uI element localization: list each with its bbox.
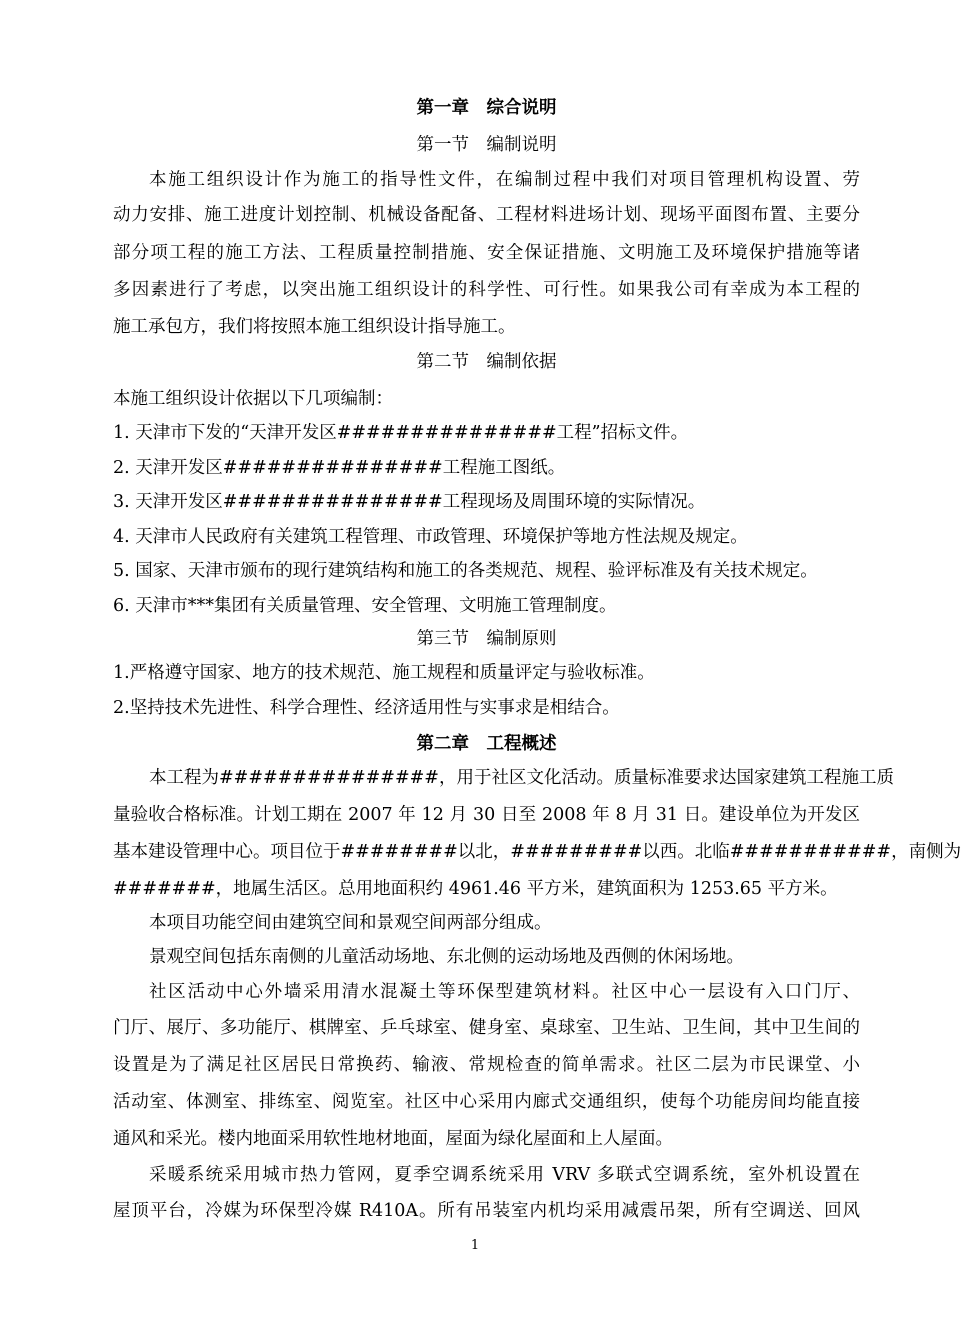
list-item: 1.严格遵守国家、地方的技术规范、施工规程和质量评定与验收标准。 [113, 663, 655, 683]
paragraph-line: 采暖系统采用城市热力管网，夏季空调系统采用 VRV 多联式空调系统，室外机设置在 [149, 1165, 860, 1185]
paragraph-line: 本项目功能空间由建筑空间和景观空间两部分组成。 [149, 913, 552, 933]
paragraph-line: 部分项工程的施工方法、工程质量控制措施、安全保证措施、文明施工及环境保护措施等诸 [113, 243, 860, 263]
paragraph-line: 设置是为了满足社区居民日常换药、输液、常规检查的简单需求。社区二层为市民课堂、小 [113, 1055, 860, 1075]
section-3-title: 第三节 编制原则 [416, 629, 557, 649]
chapter-1-title: 第一章 综合说明 [416, 98, 557, 118]
paragraph-line: 量验收合格标准。计划工期在 2007 年 12 月 30 日至 2008 年 8 月 31 日。建设单位为开发区 [113, 805, 860, 825]
list-item: 4. 天津市人民政府有关建筑工程管理、市政管理、环境保护等地方性法规及规定。 [113, 527, 748, 547]
paragraph-line: #######，地属生活区。总用地面积约 4961.46 平方米，建筑面积为 1253.65 平方米。 [113, 879, 838, 899]
paragraph-line: 景观空间包括东南侧的儿童活动场地、东北侧的运动场地及西侧的休闲场地。 [149, 947, 744, 967]
list-item: 3. 天津开发区###############工程现场及周围环境的实际情况。 [113, 492, 706, 512]
paragraph-line: 活动室、体测室、排练室、阅览室。社区中心采用内廊式交通组织，使每个功能房间均能直接 [113, 1092, 860, 1112]
paragraph-line: 门厅、展厅、多功能厅、棋牌室、乒乓球室、健身室、桌球室、卫生站、卫生间，其中卫生间的 [113, 1018, 860, 1038]
paragraph-line: 本施工组织设计作为施工的指导性文件，在编制过程中我们对项目管理机构设置、劳 [149, 170, 860, 190]
section-2-title: 第二节 编制依据 [416, 352, 557, 372]
list-item: 5. 国家、天津市颁布的现行建筑结构和施工的各类规范、规程、验评标准及有关技术规定。 [113, 561, 818, 581]
paragraph-line: 施工承包方，我们将按照本施工组织设计指导施工。 [113, 317, 516, 337]
list-item: 1. 天津市下发的“天津开发区###############工程”招标文件。 [113, 423, 689, 443]
paragraph-line: 多因素进行了考虑，以突出施工组织设计的科学性、可行性。如果我公司有幸成为本工程的 [113, 280, 860, 300]
paragraph-line: 屋顶平台，冷媒为环保型冷媒 R410A。所有吊装室内机均采用减震吊架，所有空调送、回风 [113, 1201, 860, 1221]
list-item: 6. 天津市***集团有关质量管理、安全管理、文明施工管理制度。 [113, 596, 617, 616]
paragraph-line: 本工程为###############，用于社区文化活动。质量标准要求达国家建筑工程施工质 [149, 768, 894, 788]
paragraph-line: 动力安排、施工进度计划控制、机械设备配备、工程材料进场计划、现场平面图布置、主要分 [113, 205, 860, 225]
chapter-2-title: 第二章 工程概述 [416, 734, 557, 754]
section-1-title: 第一节 编制说明 [416, 135, 557, 155]
list-item: 2. 天津开发区###############工程施工图纸。 [113, 458, 566, 478]
list-intro: 本施工组织设计依据以下几项编制： [113, 389, 393, 409]
paragraph-line: 社区活动中心外墙采用清水混凝土等环保型建筑材料。社区中心一层设有入口门厅、 [149, 982, 860, 1002]
page-number: 1 [470, 1238, 480, 1253]
list-item: 2.坚持技术先进性、科学合理性、经济适用性与实事求是相结合。 [113, 698, 620, 718]
paragraph-line: 基本建设管理中心。项目位于########以北，#########以西。北临###########，南侧为 [113, 842, 961, 862]
paragraph-line: 通风和采光。楼内地面采用软性地材地面，屋面为绿化屋面和上人屋面。 [113, 1129, 673, 1149]
